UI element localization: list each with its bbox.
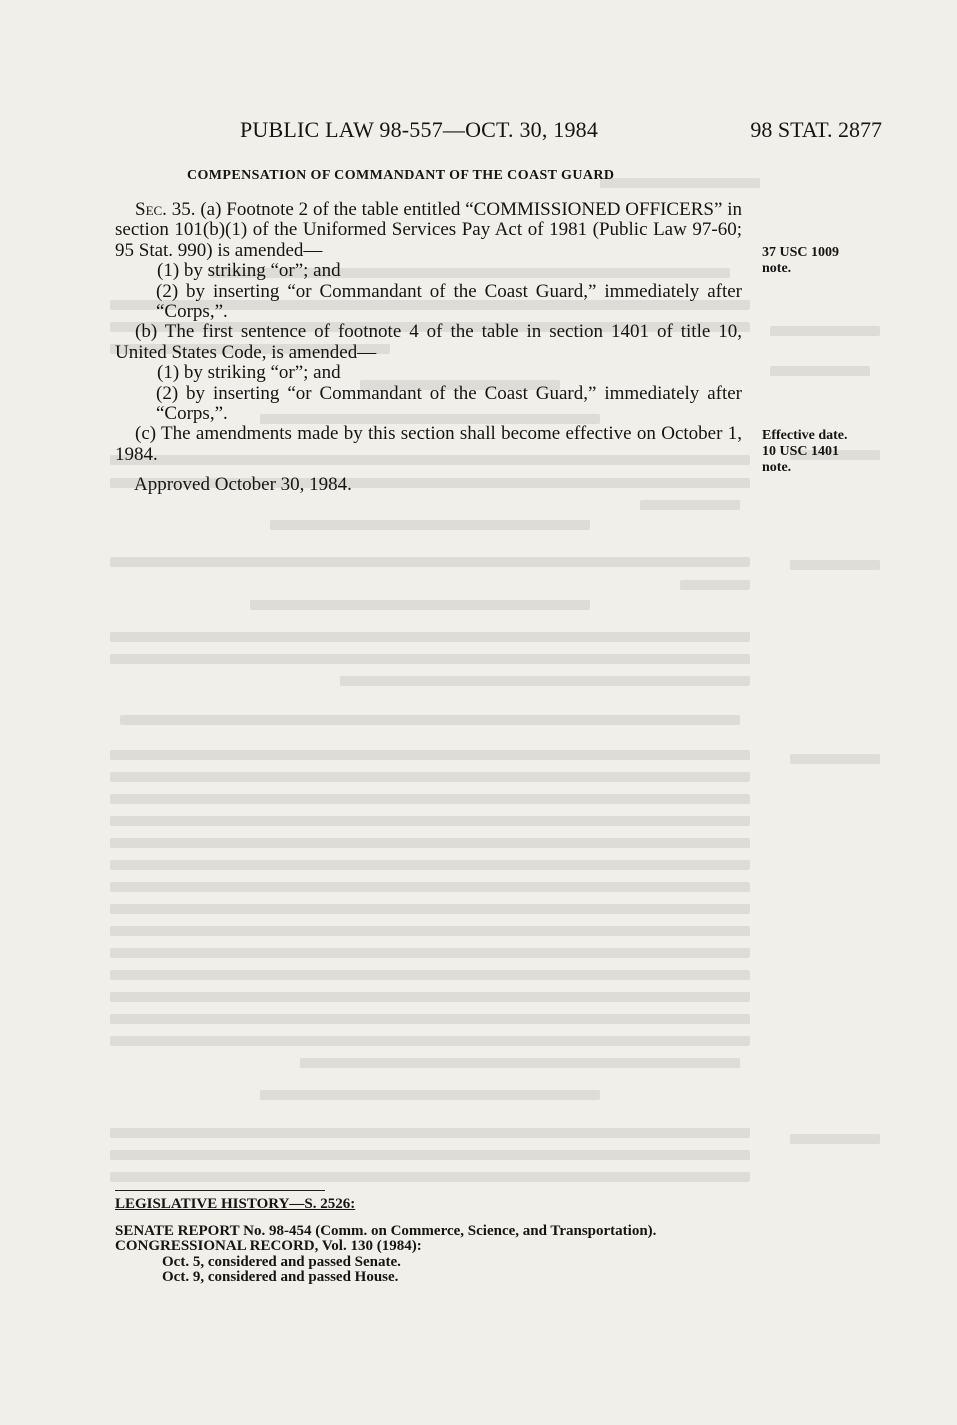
approval-line: Approved October 30, 1984. [134, 474, 352, 496]
page-header-stat: 98 STAT. 2877 [750, 117, 882, 142]
page-header-title: PUBLIC LAW 98-557—OCT. 30, 1984 [240, 117, 599, 142]
paragraph-a-text: 35. (a) Footnote 2 of the table entitled “COMMISSIONED OFFICERS” in section 101(b)(1) of the Uniformed Services Pay Act of 1981 (Public Law 97-60; 95 Stat. 990) is amended— [115, 199, 742, 261]
margin-note-effective-date [762, 428, 852, 476]
body-text [115, 200, 742, 496]
margin-note-effective-date-label: Effective date. [762, 428, 848, 443]
paragraph-b: (b) The first sentence of footnote 4 of the table in section 1401 of title 10, United States Code, is amended— [115, 321, 742, 363]
section-label: Sec. [135, 199, 167, 220]
margin-note-10usc: 10 USC 1401 note. [762, 444, 840, 475]
footer-divider [115, 1190, 325, 1191]
paragraph-b1: (1) by striking “or”; and [157, 362, 341, 384]
congressional-record: CONGRESSIONAL RECORD, Vol. 130 (1984): [115, 1238, 422, 1255]
margin-note-37usc: 37 USC 1009 note. [762, 245, 840, 276]
senate-report: SENATE REPORT No. 98-454 (Comm. on Commerce, Science, and Transportation). [115, 1223, 657, 1239]
paragraph-b2: (2) by inserting “or Commandant of the Coast Guard,” immediately after “Corps,”. [156, 382, 742, 425]
paragraph-a1: (1) by striking “or”; and [157, 260, 341, 282]
record-entry-oct5: Oct. 5, considered and passed Senate. [162, 1253, 401, 1270]
legislative-history-title: LEGISLATIVE HISTORY—S. 2526: [115, 1196, 356, 1212]
section-heading: COMPENSATION OF COMMANDANT OF THE COAST GUARD [187, 168, 615, 183]
record-entry-oct9: Oct. 9, considered and passed House. [162, 1269, 399, 1286]
paragraph-c: (c) The amendments made by this section shall become effective on October 1, 1984. [115, 423, 742, 465]
paragraph-a [115, 200, 742, 261]
paragraph-a2: (2) by inserting “or Commandant of the Coast Guard,” immediately after “Corps,”. [156, 280, 742, 323]
legislative-history [115, 1224, 656, 1286]
